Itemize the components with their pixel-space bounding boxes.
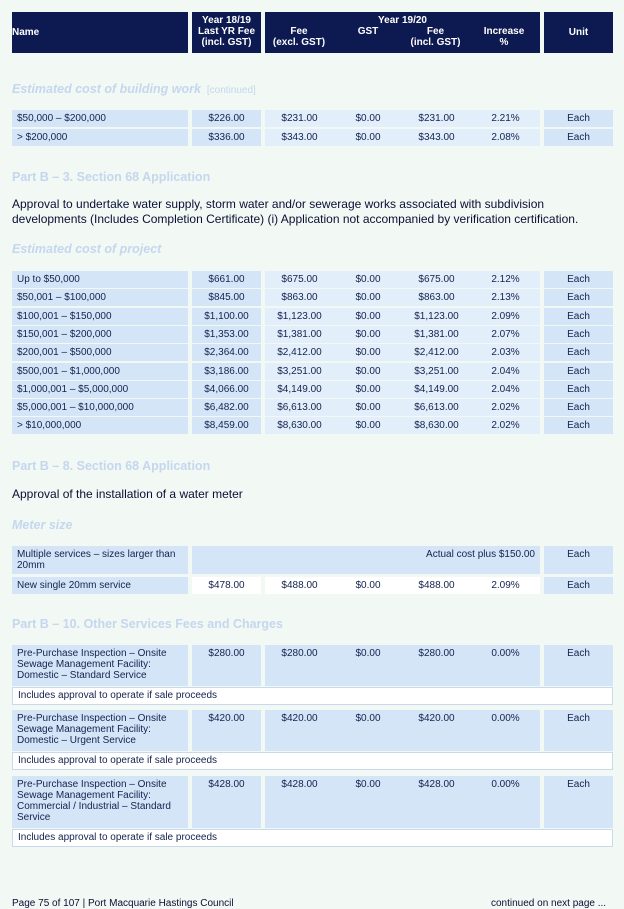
header-fee-incl-l2: (incl. GST) [410,37,461,48]
header-fee-excl-l1: Fee [290,26,308,37]
cell-unit: Each [544,577,613,594]
header-fee-incl-l1: Fee [426,26,445,37]
cell-unit: Each [544,645,613,686]
cell-unit: Each [544,710,613,751]
cell-gst: $0.00 [334,271,402,288]
header-year-group-cell [265,12,540,53]
header-last-year-l2: Last YR Fee [197,26,256,37]
section-description-part-b-3: Approval to undertake water supply, storm water and/or sewerage works associated with subdivision developments (Includes Completion Certificate) (i) Application not accompanied by verification certification. [12,197,579,226]
cell-unit: Each [544,399,613,416]
cell-inc: 2.13% [471,289,540,306]
header-increase-l2: % [499,37,509,48]
cell-incl: $863.00 [402,289,471,306]
header-last-year-cell [192,12,261,53]
cell-inc: 0.00% [471,710,540,751]
section-heading-part-b-8: Part B – 8. Section 68 Application [12,459,211,473]
cell-inc: 2.09% [471,577,540,594]
header-gst: GST [357,26,379,37]
cell-last: $428.00 [192,776,261,828]
table-row-multi-merged: Actual cost plus $150.00 [192,546,540,574]
cell-incl: $231.00 [402,110,471,127]
row-note: Includes approval to operate if sale proceeds [12,687,613,705]
header-last-year-l3: (incl. GST) [201,37,252,48]
footer-page-info: Page 75 of 107 | Port Macquarie Hastings Council [12,898,234,909]
table-row-multi-name: Multiple services – sizes larger than 20mm [12,546,188,574]
header-unit-cell [544,12,613,53]
cell-last: $661.00 [192,271,261,288]
cell-unit: Each [544,110,613,127]
cell-incl: $8,630.00 [402,417,471,434]
cell-incl: $280.00 [402,645,471,686]
cell-incl: $343.00 [402,129,471,146]
cell-excl: $231.00 [265,110,334,127]
cell-incl: $1,123.00 [402,308,471,325]
cell-inc: 0.00% [471,776,540,828]
cell-last: $336.00 [192,129,261,146]
cell-last: $3,186.00 [192,363,261,380]
cell-unit: Each [544,308,613,325]
cell-inc: 2.07% [471,326,540,343]
footer-continued: continued on next page ... [491,898,607,909]
cell-gst: $0.00 [334,289,402,306]
cell-inc: 2.12% [471,271,540,288]
cell-name: $50,001 – $100,000 [12,289,188,306]
cell-name: $5,000,001 – $10,000,000 [12,399,188,416]
cell-name: $100,001 – $150,000 [12,308,188,325]
cell-excl: $3,251.00 [265,363,334,380]
cell-unit: Each [544,129,613,146]
header-name-cell [12,12,188,53]
cell-incl: $1,381.00 [402,326,471,343]
cell-gst: $0.00 [334,326,402,343]
cell-excl: $488.00 [265,577,334,594]
cell-excl: $863.00 [265,289,334,306]
cell-incl: $6,613.00 [402,399,471,416]
cell-inc: 2.21% [471,110,540,127]
cell-unit: Each [544,417,613,434]
cell-incl: $2,412.00 [402,344,471,361]
cell-unit: Each [544,326,613,343]
cell-name: Up to $50,000 [12,271,188,288]
cell-excl: $4,149.00 [265,381,334,398]
cell-inc: 2.02% [471,417,540,434]
cell-gst: $0.00 [334,381,402,398]
cell-name: $500,001 – $1,000,000 [12,363,188,380]
header-fee-excl-l2: (excl. GST) [272,37,326,48]
cell-incl: $3,251.00 [402,363,471,380]
cell-name: $200,001 – $500,000 [12,344,188,361]
cell-last: $226.00 [192,110,261,127]
cell-gst: $0.00 [334,645,402,686]
row-note: Includes approval to operate if sale proceeds [12,829,613,847]
cell-last: $4,066.00 [192,381,261,398]
cell-excl: $420.00 [265,710,334,751]
section-description-part-b-8: Approval of the installation of a water meter [12,487,243,501]
cell-last: $8,459.00 [192,417,261,434]
cell-inc: 2.08% [471,129,540,146]
cell-last: $6,482.00 [192,399,261,416]
header-last-year-l1: Year 18/19 [202,15,251,26]
cell-excl: $428.00 [265,776,334,828]
cell-gst: $0.00 [334,129,402,146]
cell-gst: $0.00 [334,710,402,751]
cell-inc: 2.04% [471,363,540,380]
cell-inc: 0.00% [471,645,540,686]
cell-gst: $0.00 [334,776,402,828]
cell-gst: $0.00 [334,399,402,416]
cell-inc: 2.09% [471,308,540,325]
cell-inc: 2.04% [471,381,540,398]
cell-excl: $1,123.00 [265,308,334,325]
cell-name: $1,000,001 – $5,000,000 [12,381,188,398]
cell-name: $50,000 – $200,000 [12,110,188,127]
cell-excl: $6,613.00 [265,399,334,416]
header-name: Name [12,27,40,38]
cell-gst: $0.00 [334,577,402,594]
cell-unit: Each [544,363,613,380]
cell-inc: 2.03% [471,344,540,361]
subheading-building-work: Estimated cost of building work [continued] [12,82,256,96]
section-heading-part-b-10: Part B – 10. Other Services Fees and Charges [12,617,283,631]
cell-gst: $0.00 [334,417,402,434]
cell-unit: Each [544,271,613,288]
cell-excl: $8,630.00 [265,417,334,434]
subheading-project-cost: Estimated cost of project [12,242,162,256]
cell-unit: Each [544,776,613,828]
cell-excl: $1,381.00 [265,326,334,343]
cell-incl: $420.00 [402,710,471,751]
cell-name: $150,001 – $200,000 [12,326,188,343]
header-year-group: Year 19/20 [378,15,427,26]
cell-last: $420.00 [192,710,261,751]
cell-unit: Each [544,381,613,398]
cell-incl: $428.00 [402,776,471,828]
cell-name: Pre-Purchase Inspection – Onsite Sewage Management Facility: Domestic – Urgent Service [12,710,188,751]
cell-last: $1,353.00 [192,326,261,343]
cell-gst: $0.00 [334,344,402,361]
cell-last: $280.00 [192,645,261,686]
cell-name: New single 20mm service [12,577,188,594]
cell-last: $1,100.00 [192,308,261,325]
header-increase-l1: Increase [483,26,525,37]
cell-name: Pre-Purchase Inspection – Onsite Sewage Management Facility: Commercial / Industrial – Standard Service [12,776,188,828]
continued-tag: [continued] [206,85,256,96]
cell-excl: $675.00 [265,271,334,288]
cell-incl: $675.00 [402,271,471,288]
cell-incl: $4,149.00 [402,381,471,398]
header-unit: Unit [568,27,589,38]
cell-gst: $0.00 [334,363,402,380]
cell-name: Pre-Purchase Inspection – Onsite Sewage Management Facility: Domestic – Standard Service [12,645,188,686]
cell-gst: $0.00 [334,110,402,127]
cell-gst: $0.00 [334,308,402,325]
cell-excl: $280.00 [265,645,334,686]
subheading-meter-size: Meter size [12,518,73,532]
cell-excl: $343.00 [265,129,334,146]
cell-unit: Each [544,289,613,306]
cell-inc: 2.02% [471,399,540,416]
cell-last: $845.00 [192,289,261,306]
cell-last: $478.00 [192,577,261,594]
cell-last: $2,364.00 [192,344,261,361]
cell-excl: $2,412.00 [265,344,334,361]
cell-name: > $10,000,000 [12,417,188,434]
cell-incl: $488.00 [402,577,471,594]
cell-unit: Each [544,344,613,361]
cell-name: > $200,000 [12,129,188,146]
section-heading-part-b-3: Part B – 3. Section 68 Application [12,170,211,184]
row-note: Includes approval to operate if sale proceeds [12,752,613,770]
table-row-multi-unit: Each [544,546,613,574]
